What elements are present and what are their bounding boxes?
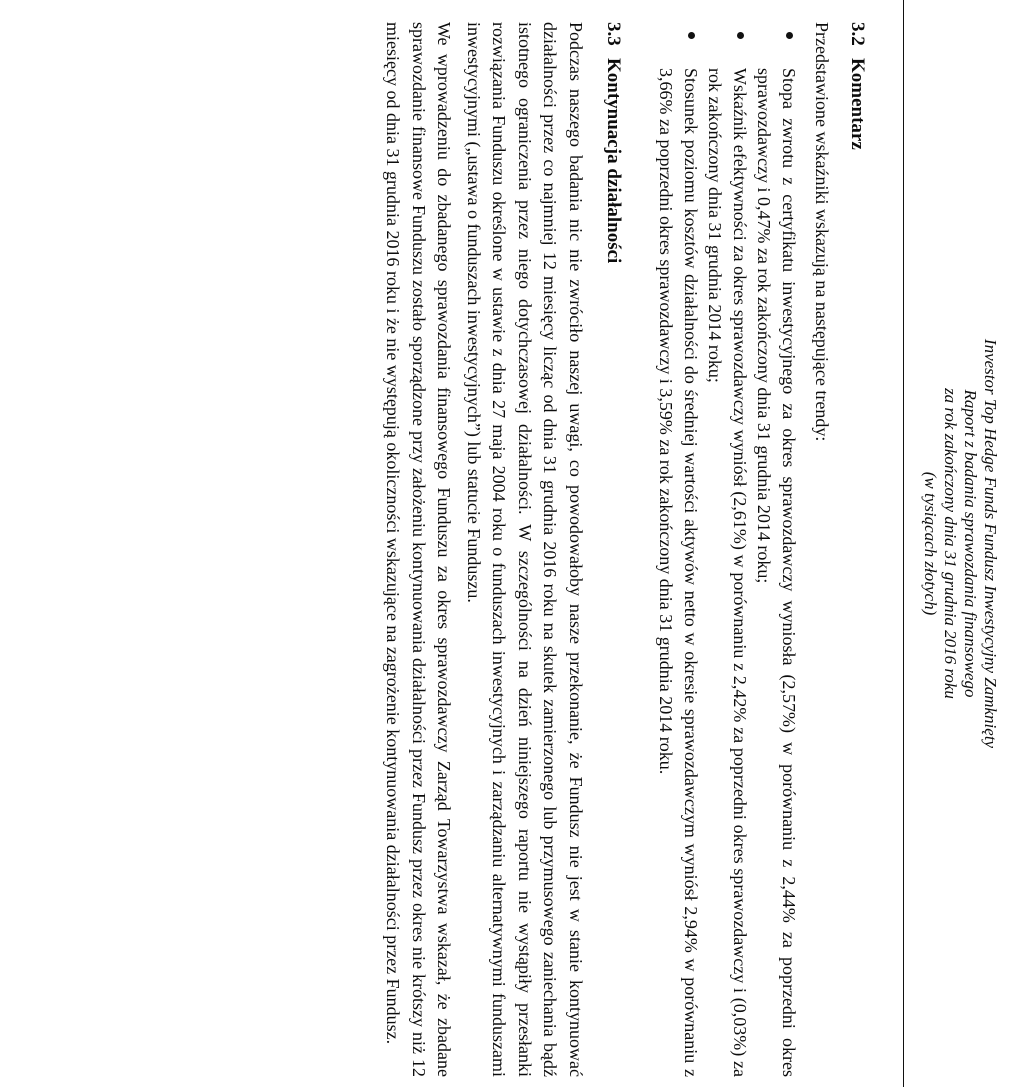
bullet-icon bbox=[688, 32, 695, 39]
list-item bbox=[752, 22, 801, 1077]
list-item-text: Wskaźnik efektywności za okres sprawozdawczy wyniósł (2,61%) w porównaniu z 2,42% za poprzedni okres sprawozdawczy i (0,03%) za rok zakończony dnia 31 grudnia 2014 roku; bbox=[705, 68, 750, 1077]
header-divider bbox=[903, 0, 904, 1087]
section-3-2 bbox=[654, 22, 868, 1077]
report-header bbox=[920, 0, 1000, 1087]
bullet-icon bbox=[786, 32, 793, 39]
paragraph: Podczas naszego badania nic nie zwróciło naszej uwagi, co powodowałoby nasze przekonanie, że Fundusz nie jest w stanie kontynuować działalności przez co najmniej 12 miesięcy licząc od dnia 31 grudnia 2016 roku na skutek zamierzonego lub przymusowego zaniechania bądź istotnego ograniczenia przez niego dotychczasowej działalności. W szczególności na dzień niniejszego raportu nie wystąpiły przesłanki rozwiązania Funduszu określone w ustawie z dnia 27 maja 2004 roku o funduszach inwestycyjnych i zarządzaniu alternatywnymi funduszami inwestycyjnymi („ustawa o funduszach inwestycyjnych”) lub statucie Funduszu. bbox=[464, 22, 586, 1077]
trend-list bbox=[654, 22, 801, 1077]
section-number: 3.2 bbox=[847, 22, 868, 46]
list-item-text: Stosunek poziomu kosztów działalności do średniej wartości aktywów netto w okresie sprawozdawczym wyniósł 2,94% w porównaniu z 3,66% za poprzedni okres sprawozdawczy i 3,59% za rok zakończony dnia 31 grudnia 2014 roku. bbox=[656, 68, 701, 1077]
header-fund-name: Investor Top Hedge Funds Fundusz Inwestycyjny Zamknięty bbox=[981, 338, 1000, 749]
header-report-title: Raport z badania sprawozdania finansowego bbox=[961, 389, 980, 698]
section-title: Komentarz bbox=[847, 58, 868, 150]
list-item-text: Stopa zwrotu z certyfikatu inwestycyjnego za okres sprawozdawczy wyniosła (2,57%) w porównaniu z 2,44% za poprzedni okres sprawozdawczy i 0,47% za rok zakończony dnia 31 grudnia 2014 roku; bbox=[754, 68, 799, 1077]
list-item bbox=[654, 22, 703, 1077]
paragraph: We wprowadzeniu do zbadanego sprawozdania finansowego Funduszu za okres sprawozdawczy Zarząd Towarzystwa wskazał, że zbadane sprawozdanie finansowe Funduszu zostało sporządzone przy założeniu kontynuowania działalności przez Fundusz przez okres nie krótszy niż 12 miesięcy od dnia 31 grudnia 2016 roku i że nie występują okoliczności wskazujące na zagrożenie kontynuowania działalności przez Fundusz. bbox=[383, 22, 455, 1077]
section-3-3 bbox=[380, 22, 624, 1077]
header-period: za rok zakończony dnia 31 grudnia 2016 roku bbox=[941, 388, 960, 699]
bullet-icon bbox=[737, 32, 744, 39]
section-title: Kontynuacja działalności bbox=[603, 58, 624, 264]
section-heading bbox=[846, 22, 868, 1077]
section-number: 3.3 bbox=[603, 22, 624, 46]
section-intro: Przedstawione wskaźniki wskazują na następujące trendy: bbox=[812, 22, 832, 442]
header-units: (w tysiącach złotych) bbox=[921, 471, 940, 616]
section-heading bbox=[602, 22, 624, 1077]
list-item bbox=[703, 22, 752, 1077]
report-body bbox=[380, 22, 868, 1077]
